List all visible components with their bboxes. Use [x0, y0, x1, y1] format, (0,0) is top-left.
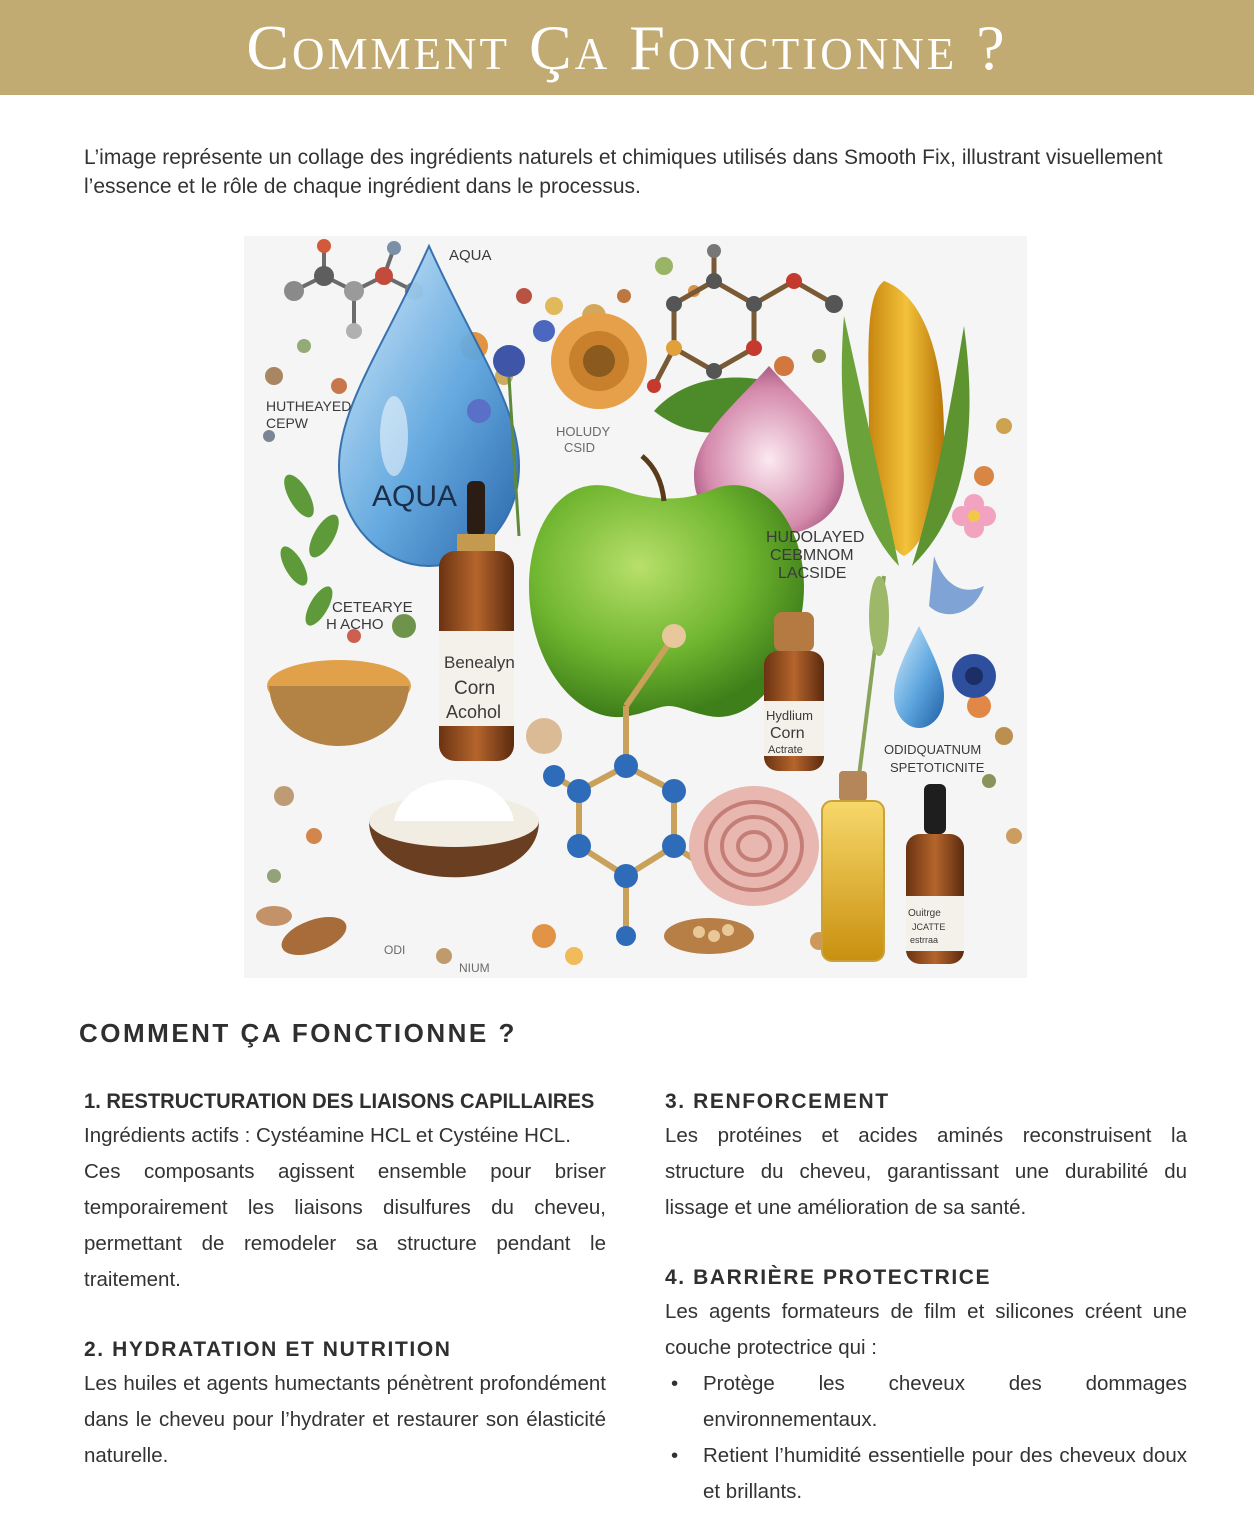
step-restructuration — [84, 1086, 606, 1298]
collage-label-hutheayed-2: CEPW — [266, 415, 308, 431]
step-hydratation — [84, 1334, 606, 1474]
collage-label-holudy: HOLUDY — [556, 424, 611, 439]
collage-label-odi-2: SPETOTICNITE — [890, 760, 985, 775]
small-bottle-label-1: Ouitrge — [908, 908, 941, 919]
collage-illustration — [244, 236, 1027, 978]
list-item — [665, 1438, 1187, 1510]
bullet-icon: • — [671, 1372, 679, 1395]
step-3-heading: 3. RENFORCEMENT — [665, 1090, 890, 1113]
collage-label-hudolayed-2: CEBMNOM — [770, 547, 854, 564]
collage-label-cetearyl-2: H ACHO — [326, 616, 384, 633]
collage-label-odi: ODIDQUATNUM — [884, 742, 982, 757]
bullet-icon: • — [671, 1444, 679, 1467]
collage-label-hudolayed: HUDOLAYED — [766, 529, 865, 546]
bottle-label-3: Acohol — [446, 702, 502, 722]
collage-label-aqua-top: AQUA — [449, 247, 492, 264]
collage-label-bottom-2: NIUM — [459, 961, 490, 975]
bottle2-label-2: Corn — [770, 725, 805, 742]
right-column — [665, 1086, 1187, 1510]
step-1-description: Ces composants agissent ensemble pour briser temporairement les liaisons disulfures du cheveu, permettant de remodeler sa structure pendant le traitement. — [84, 1160, 606, 1291]
bullet-text: Protège les cheveux des dommages environnementaux. — [703, 1372, 1187, 1431]
left-column — [84, 1086, 606, 1474]
ingredients-collage-image — [244, 236, 1027, 978]
step-1-heading: 1. RESTRUCTURATION DES LIAISONS CAPILLAIRES — [84, 1090, 595, 1113]
step-barriere — [665, 1262, 1187, 1510]
bottle-label-1: Benealyn — [444, 653, 515, 672]
small-bottle-label-2: JCATTE — [912, 922, 946, 932]
bottle2-label-1: Hydlium — [766, 708, 813, 723]
collage-label-holudy-2: CSID — [564, 440, 596, 455]
collage-label-cetearyl: CETEARYE — [332, 599, 413, 616]
collage-label-aqua: AQUA — [372, 480, 458, 513]
bullet-text: Retient l’humidité essentielle pour des cheveux doux et brillants. — [703, 1444, 1187, 1503]
bottle-label-2: Corn — [454, 678, 496, 699]
step-4-bullet-list — [665, 1366, 1187, 1510]
intro-paragraph: L’image représente un collage des ingrédients naturels et chimiques utilisés dans Smooth Fix, illustrant visuellement l’essence et le rôle de chaque ingrédient dans le processus. — [84, 146, 1163, 198]
step-2-description: Les huiles et agents humectants pénètrent profondément dans le cheveu pour l’hydrater et restaurer son élasticité naturelle. — [84, 1372, 606, 1467]
collage-label-hutheayed: HUTHEAYED — [266, 398, 352, 414]
small-bottle-label-3: estrraa — [910, 935, 939, 945]
step-2-heading: 2. HYDRATATION ET NUTRITION — [84, 1338, 452, 1361]
list-item — [665, 1366, 1187, 1438]
header-banner — [0, 0, 1254, 95]
step-4-heading: 4. BARRIÈRE PROTECTRICE — [665, 1266, 992, 1289]
collage-label-hudolayed-3: LACSIDE — [778, 565, 847, 582]
page-title: Comment Ça Fonctionne ? — [246, 11, 1008, 83]
section-heading: COMMENT ÇA FONCTIONNE ? — [79, 1018, 517, 1048]
collage-label-bottom-1: ODI — [384, 943, 406, 957]
bottle2-label-3: Actrate — [768, 744, 803, 756]
step-4-description: Les agents formateurs de film et silicones créent une couche protectrice qui : — [665, 1300, 1187, 1359]
step-1-active-ingredients: Ingrédients actifs : Cystéamine HCL et Cystéine HCL. — [84, 1124, 571, 1147]
step-3-description: Les protéines et acides aminés reconstruisent la structure du cheveu, garantissant une durabilité du lissage et une amélioration de sa santé. — [665, 1124, 1187, 1219]
step-renforcement — [665, 1086, 1187, 1226]
